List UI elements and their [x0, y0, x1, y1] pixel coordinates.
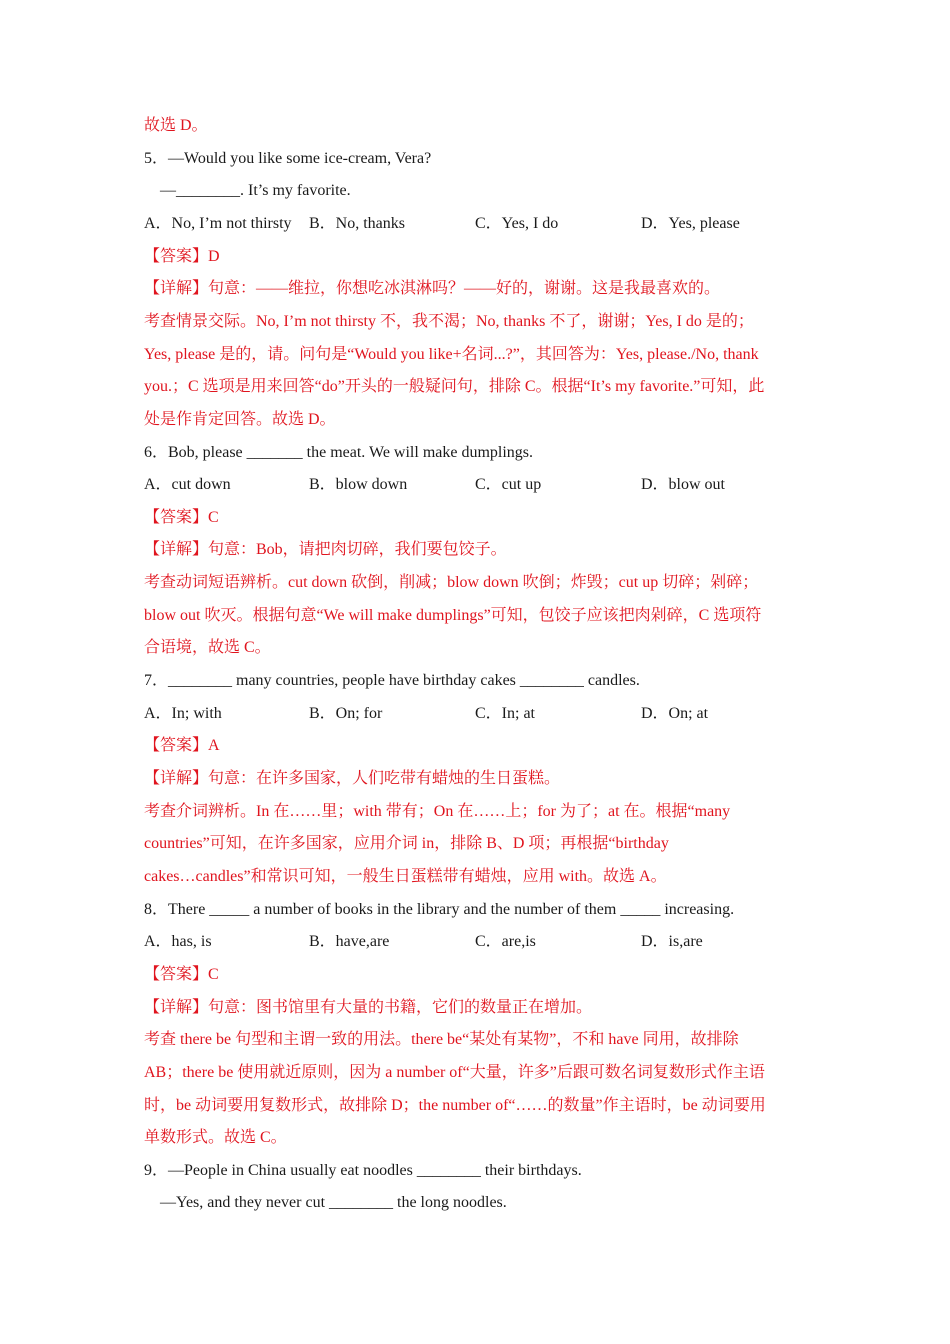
answer-options-row: [144, 475, 804, 495]
explanation-line: AB；there be 使用就近原则，因为 a number of“大量，许多”后跟可数名词复数形式作主语: [144, 1064, 765, 1081]
option-d: D．is,are: [641, 933, 703, 950]
explanation-line: 考查情景交际。No, I’m not thirsty 不，我不渴；No, thanks 不了，谢谢；Yes, I do 是的；: [144, 313, 754, 330]
option-d: D．blow out: [641, 476, 726, 493]
explanation-line: 【答案】A: [144, 737, 220, 754]
explanation-line: 故选 D。: [144, 117, 208, 134]
explanation-line: countries”可知，在许多国家，应用介词 in，排除 B、D 项；再根据“birthday: [144, 835, 669, 852]
question-line: 9．—People in China usually eat noodles ________ their birthdays.: [144, 1162, 582, 1179]
question-line: 5．—Would you like some ice-cream, Vera?: [144, 150, 432, 167]
option-a: A．In; with: [144, 705, 222, 722]
question-line: 7．________ many countries, people have birthday cakes ________ candles.: [144, 672, 640, 689]
option-d: D．Yes, please: [641, 215, 740, 232]
option-c: C．are,is: [475, 933, 536, 950]
explanation-line: 【答案】C: [144, 966, 219, 983]
option-c: C．cut up: [475, 476, 542, 493]
explanation-line: 考查介词辨析。In 在……里；with 带有；On 在……上；for 为了；at 在。根据“many: [144, 803, 731, 820]
explanation-line: cakes…candles”和常识可知，一般生日蛋糕带有蜡烛，应用 with。故选 A。: [144, 868, 667, 885]
option-b: B．blow down: [309, 476, 408, 493]
explanation-line: 考查动词短语辨析。cut down 砍倒，削减；blow down 吹倒；炸毁；cut up 切碎；剁碎；: [144, 574, 759, 591]
option-b: B．On; for: [309, 705, 383, 722]
explanation-line: 考查 there be 句型和主谓一致的用法。there be“某处有某物”，不和 have 同用，故排除: [144, 1031, 739, 1048]
answer-options-row: [144, 704, 804, 724]
option-c: C．In; at: [475, 705, 535, 722]
question-line: —________. It’s my favorite.: [160, 182, 351, 199]
option-c: C．Yes, I do: [475, 215, 559, 232]
option-a: A．No, I’m not thirsty: [144, 215, 292, 232]
explanation-line: 【详解】句意：在许多国家，人们吃带有蜡烛的生日蛋糕。: [144, 770, 561, 787]
question-line: 6．Bob, please _______ the meat. We will make dumplings.: [144, 444, 534, 461]
explanation-line: 【详解】句意：——维拉，你想吃冰淇淋吗？——好的，谢谢。这是我最喜欢的。: [144, 280, 721, 297]
explanation-line: 合语境，故选 C。: [144, 639, 271, 656]
option-a: A．cut down: [144, 476, 231, 493]
option-b: B．No, thanks: [309, 215, 406, 232]
explanation-line: blow out 吹灭。根据句意“We will make dumplings”可知，包饺子应该把肉剁碎，C 选项符: [144, 607, 762, 624]
explanation-line: 单数形式。故选 C。: [144, 1129, 287, 1146]
answer-options-row: [144, 214, 804, 234]
answer-options-row: [144, 932, 804, 952]
explanation-line: 【答案】C: [144, 509, 219, 526]
explanation-line: 【答案】D: [144, 248, 220, 265]
explanation-line: 【详解】句意：图书馆里有大量的书籍，它们的数量正在增加。: [144, 999, 593, 1016]
explanation-line: 时，be 动词要用复数形式，故排除 D；the number of“……的数量”作主语时，be 动词要用: [144, 1097, 766, 1114]
question-line: —Yes, and they never cut ________ the long noodles.: [160, 1194, 507, 1211]
explanation-line: Yes, please 是的，请。问句是“Would you like+名词...?”，其回答为：Yes, please./No, thank: [144, 346, 759, 363]
question-line: 8．There _____ a number of books in the library and the number of them _____ increasing.: [144, 901, 735, 918]
explanation-line: you.；C 选项是用来回答“do”开头的一般疑问句，排除 C。根据“It’s my favorite.”可知，此: [144, 378, 765, 395]
explanation-line: 【详解】句意：Bob，请把肉切碎，我们要包饺子。: [144, 541, 507, 558]
option-d: D．On; at: [641, 705, 709, 722]
option-b: B．have,are: [309, 933, 390, 950]
explanation-line: 处是作肯定回答。故选 D。: [144, 411, 336, 428]
option-a: A．has, is: [144, 933, 212, 950]
